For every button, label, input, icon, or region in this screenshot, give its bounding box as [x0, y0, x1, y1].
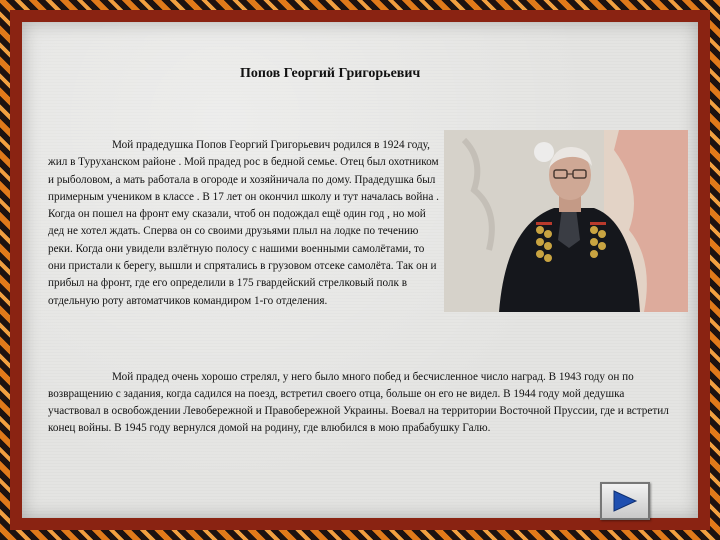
play-arrow-icon	[610, 489, 640, 513]
next-slide-button[interactable]	[600, 482, 650, 520]
veteran-photo-illustration	[444, 130, 688, 312]
veteran-photo	[444, 130, 688, 312]
intro-paragraph: Мой прадедушка Попов Георгий Григорьевич родился в 1924 году, жил в Туруханском районе . Мой прадед рос в бедной семье. Отец был охотником и рыболовом, а мать работала в огороде и хозяйничала по дому. Прадедушка был примерным учеником в классе . В 17 лет он окончил школу и тут началась война . Когда он пошел на фронт ему сказали, чтоб он подождал ещё один год , но мой дед не хотел ждать. Сперва он со своими друзьями плыл на лодке по течению реки. Когда они увидели взлётную полосу с нашими военными самолётами, то они пристали к берегу, вышли и спрятались в грузовом отсеке самолёта. Так он и прибыл на фронт, где его определили в 175 гвардейский стрелковый полк в отдельную роту автоматчиков командиром 1-го отделения.	[48, 139, 439, 307]
main-paragraph: Мой прадед очень хорошо стрелял, у него было много побед и бесчисленное число наград. В 1943 году он по возвращению с задания, когда садился на поезд, встретил своего отца, больше он его не видел. В 1944 году мой дедушка участвовал в освобождении Левобережной и Правобережной Украины. Воевал на территории Восточной Пруссии, где и встретил конец войны. В 1945 году вернулся домой на родину, где влюбился в мою прабабушку Галю.	[48, 371, 669, 434]
page-title: Попов Георгий Григорьевич	[240, 66, 421, 81]
